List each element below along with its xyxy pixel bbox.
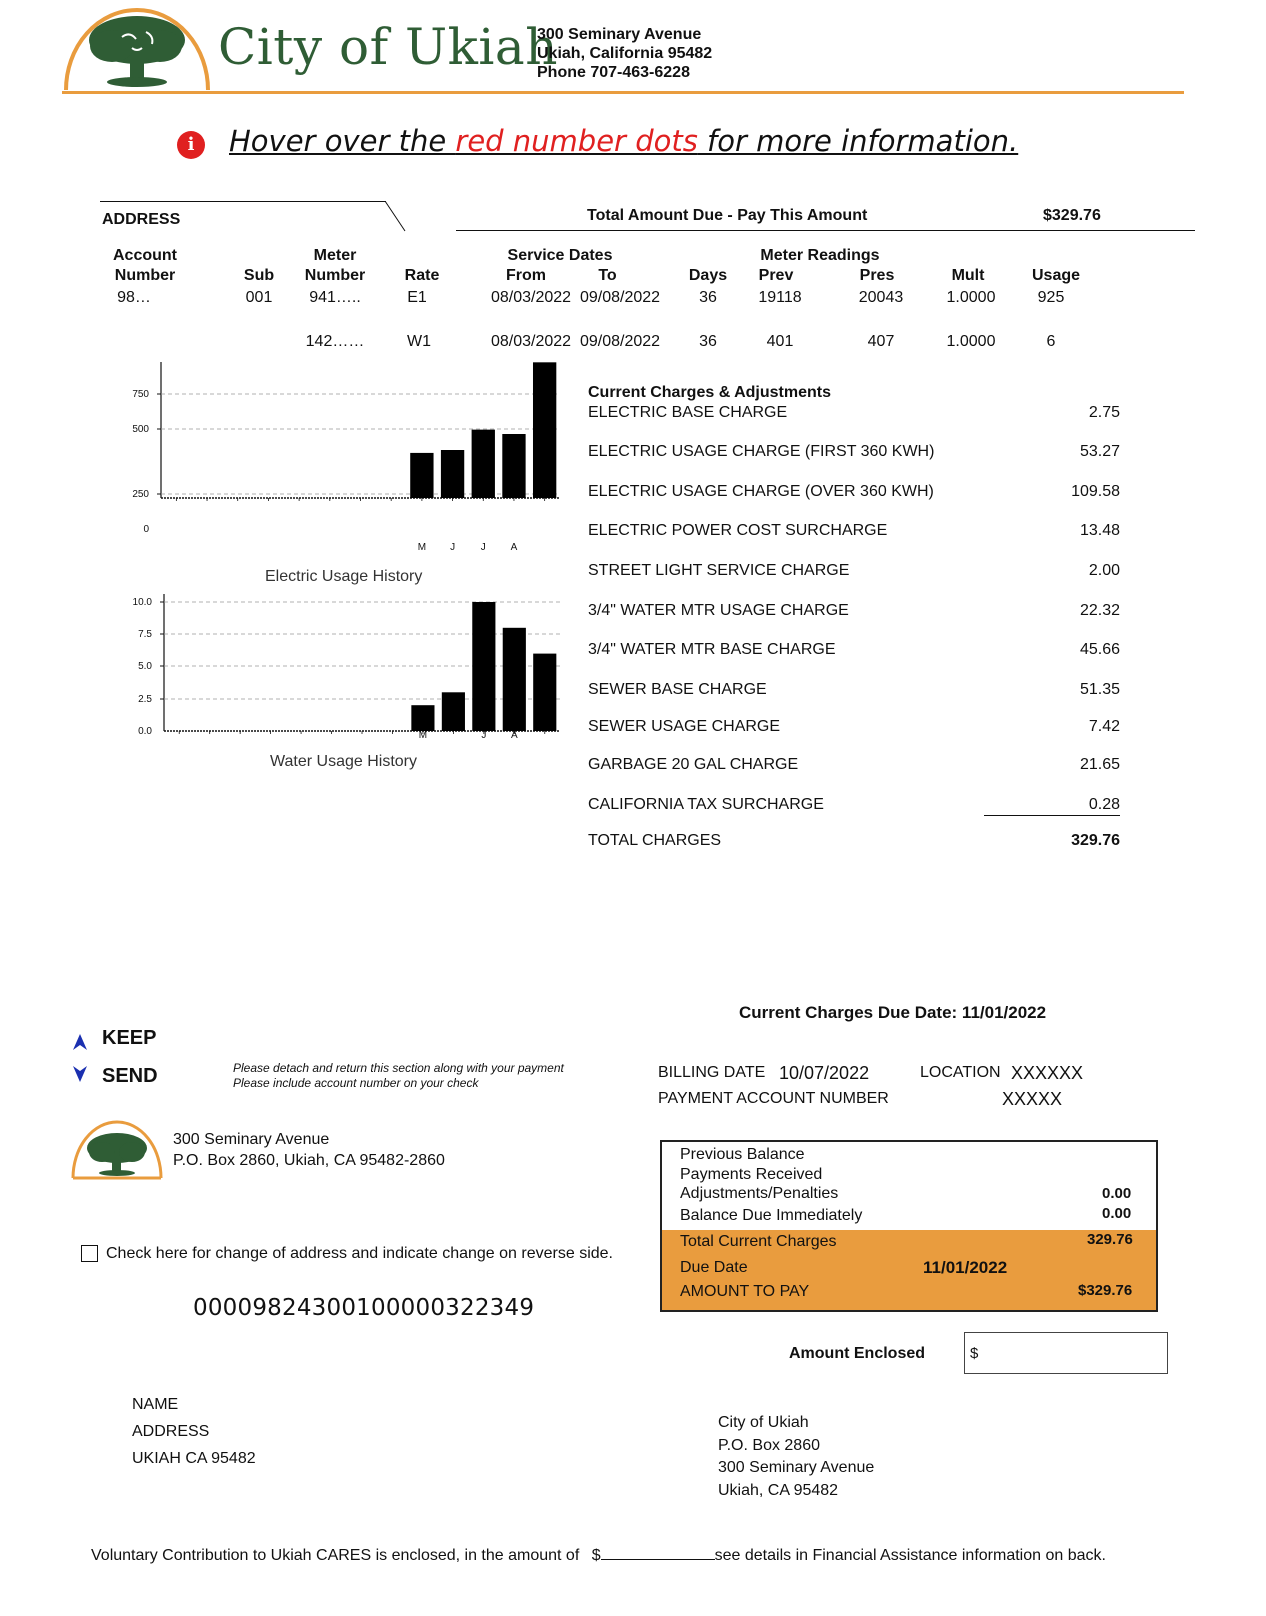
change-address-label: Check here for change of address and indicate change on reverse side. bbox=[106, 1245, 613, 1262]
billing-date-value: 10/07/2022 bbox=[779, 1063, 870, 1083]
address-box-top bbox=[100, 201, 386, 202]
billing-date-label: BILLING DATE bbox=[658, 1064, 766, 1081]
return-address-line2: P.O. Box 2860, Ukiah, CA 95482-2860 bbox=[173, 1152, 445, 1169]
voluntary-contribution bbox=[91, 1545, 1106, 1565]
charges-total-rule bbox=[984, 815, 1120, 816]
amount-to-pay-label: AMOUNT TO PAY bbox=[680, 1283, 810, 1300]
charge-amount: 45.66 bbox=[1079, 641, 1120, 658]
due-date-line: Current Charges Due Date: 11/01/2022 bbox=[739, 1003, 1047, 1022]
cell-meter: 941….. bbox=[309, 289, 361, 306]
payments-received-label: Payments Received bbox=[680, 1166, 823, 1183]
charge-amount: 109.58 bbox=[1071, 483, 1120, 500]
x-tick-label: M bbox=[417, 542, 427, 553]
y-tick-label: 0.0 bbox=[138, 726, 152, 737]
y-tick-label: 500 bbox=[132, 424, 149, 435]
info-banner-text-after: for more information. bbox=[697, 124, 1019, 158]
cell-to: 09/08/2022 bbox=[579, 333, 661, 350]
total-due-rule bbox=[456, 230, 1195, 231]
city-logo bbox=[62, 2, 212, 92]
bar bbox=[442, 692, 465, 731]
th-to: To bbox=[598, 267, 617, 284]
th-sub: Sub bbox=[243, 267, 275, 284]
location-value: XXXXXX bbox=[1011, 1063, 1084, 1083]
y-tick-label: 250 bbox=[132, 489, 149, 500]
y-tick-label: 7.5 bbox=[138, 629, 152, 640]
cell-account: 98… bbox=[117, 289, 151, 306]
header-rule bbox=[62, 91, 1184, 94]
cell-meter: 142…… bbox=[305, 333, 365, 350]
th-mult: Mult bbox=[951, 267, 985, 284]
balance-due-amount: 0.00 bbox=[1102, 1205, 1132, 1222]
amount-enclosed-field[interactable] bbox=[964, 1332, 1168, 1374]
charge-label: 3/4" WATER MTR BASE CHARGE bbox=[588, 641, 836, 658]
charge-amount: 53.27 bbox=[1079, 443, 1120, 460]
charge-label: GARBAGE 20 GAL CHARGE bbox=[588, 756, 799, 773]
cell-usage: 925 bbox=[1037, 289, 1065, 306]
y-tick-label: 750 bbox=[132, 389, 149, 400]
cell-to: 09/08/2022 bbox=[579, 289, 661, 306]
bar bbox=[533, 362, 556, 498]
bar bbox=[410, 453, 433, 498]
amount-to-pay-value: $329.76 bbox=[1078, 1282, 1133, 1299]
cell-pres: 20043 bbox=[858, 289, 904, 306]
th-meter-l1: Meter bbox=[313, 247, 357, 264]
cell-from: 08/03/2022 bbox=[490, 289, 572, 306]
total-charges-label: TOTAL CHARGES bbox=[588, 832, 722, 849]
header-phone: Phone 707-463-6228 bbox=[537, 64, 690, 81]
charge-amount: 22.32 bbox=[1079, 602, 1120, 619]
header-address-line2: Ukiah, California 95482 bbox=[537, 45, 713, 62]
due-date-value: 11/01/2022 bbox=[923, 1258, 1008, 1277]
remit-line2: P.O. Box 2860 bbox=[718, 1436, 820, 1454]
charge-label: CALIFORNIA TAX SURCHARGE bbox=[588, 796, 824, 813]
customer-name: NAME bbox=[132, 1396, 179, 1413]
charge-amount: 21.65 bbox=[1079, 756, 1120, 773]
water-usage-chart-svg bbox=[120, 590, 570, 750]
water-chart-title: Water Usage History bbox=[270, 753, 417, 770]
location-label: LOCATION bbox=[920, 1064, 1001, 1081]
y-tick-label: 2.5 bbox=[138, 694, 152, 705]
th-account-l1: Account bbox=[113, 247, 177, 264]
x-tick-label: J bbox=[480, 542, 486, 553]
send-label: SEND bbox=[102, 1065, 158, 1087]
charge-label: SEWER BASE CHARGE bbox=[588, 681, 767, 698]
th-account-l2: Number bbox=[114, 267, 176, 284]
detach-note-line1: Please detach and return this section along with your payment bbox=[233, 1061, 564, 1075]
cell-usage: 6 bbox=[1046, 333, 1056, 350]
logo-text: City of Ukiah bbox=[218, 18, 558, 76]
bar bbox=[533, 654, 556, 731]
voluntary-after: see details in Financial Assistance information on back. bbox=[714, 1547, 1106, 1564]
bar bbox=[472, 602, 495, 731]
charge-amount: 7.42 bbox=[1088, 718, 1120, 735]
y-tick-label: 5.0 bbox=[138, 661, 152, 672]
charge-label: ELECTRIC USAGE CHARGE (FIRST 360 KWH) bbox=[588, 443, 935, 460]
total-current-amount: 329.76 bbox=[1087, 1231, 1133, 1248]
charge-label: ELECTRIC BASE CHARGE bbox=[588, 404, 788, 421]
balance-due-label: Balance Due Immediately bbox=[680, 1207, 863, 1224]
payment-account-label: PAYMENT ACCOUNT NUMBER bbox=[658, 1090, 889, 1107]
charge-amount: 2.75 bbox=[1088, 404, 1120, 421]
cell-rate: E1 bbox=[407, 289, 427, 306]
cell-mult: 1.0000 bbox=[946, 333, 996, 350]
remit-address bbox=[718, 1412, 874, 1502]
bar bbox=[411, 705, 434, 731]
x-tick-label: A bbox=[510, 542, 518, 553]
payment-account-value: XXXXX bbox=[1002, 1089, 1063, 1109]
charge-amount: 0.28 bbox=[1088, 796, 1120, 813]
charge-label: 3/4" WATER MTR USAGE CHARGE bbox=[588, 602, 849, 619]
customer-city: UKIAH CA 95482 bbox=[132, 1450, 256, 1467]
detach-note-line2: Please include account number on your check bbox=[233, 1076, 479, 1090]
charge-label: ELECTRIC POWER COST SURCHARGE bbox=[588, 522, 888, 539]
th-days: Days bbox=[688, 267, 728, 284]
th-from: From bbox=[506, 267, 546, 284]
amount-enclosed-prefix: $ bbox=[970, 1345, 979, 1362]
remit-line3: 300 Seminary Avenue bbox=[718, 1459, 875, 1476]
bar bbox=[472, 430, 495, 498]
info-icon[interactable]: i bbox=[177, 131, 205, 159]
th-usage: Usage bbox=[1031, 267, 1081, 284]
cell-prev: 19118 bbox=[758, 289, 802, 306]
address-label: ADDRESS bbox=[102, 211, 181, 228]
amount-enclosed-label: Amount Enclosed bbox=[789, 1345, 926, 1362]
total-due-label: Total Amount Due - Pay This Amount bbox=[587, 207, 868, 224]
charge-label: SEWER USAGE CHARGE bbox=[588, 718, 781, 735]
customer-street: ADDRESS bbox=[132, 1423, 210, 1440]
cell-from: 08/03/2022 bbox=[490, 333, 572, 350]
y-tick-label: 10.0 bbox=[132, 597, 152, 608]
charges-title: Current Charges & Adjustments bbox=[588, 384, 831, 401]
keep-up-arrow-icon bbox=[72, 1033, 88, 1056]
total-charges-amount: 329.76 bbox=[1071, 832, 1120, 849]
info-banner-text-red[interactable]: red number dots bbox=[455, 124, 698, 158]
x-tick-label: J bbox=[481, 730, 487, 741]
cell-sub: 001 bbox=[245, 289, 273, 306]
cell-mult: 1.0000 bbox=[946, 289, 996, 306]
previous-balance-label: Previous Balance bbox=[680, 1146, 805, 1163]
adjustments-label: Adjustments/Penalties bbox=[680, 1185, 839, 1202]
due-date-label: Due Date bbox=[680, 1259, 748, 1276]
change-address-checkbox[interactable] bbox=[81, 1245, 98, 1262]
remit-line1: City of Ukiah bbox=[718, 1414, 809, 1431]
th-meter-l2: Number bbox=[304, 267, 366, 284]
cell-pres: 407 bbox=[867, 333, 895, 350]
electric-usage-chart bbox=[120, 360, 570, 560]
scanline: 00009824300100000322349 bbox=[193, 1295, 535, 1321]
customer-address bbox=[132, 1391, 256, 1472]
th-meter bbox=[294, 246, 376, 286]
total-due-value: $329.76 bbox=[1043, 207, 1101, 224]
address-box-slant bbox=[383, 201, 413, 233]
electric-chart-title: Electric Usage History bbox=[265, 568, 423, 585]
cell-prev: 401 bbox=[766, 333, 794, 350]
return-address bbox=[173, 1129, 445, 1171]
return-address-line1: 300 Seminary Avenue bbox=[173, 1131, 330, 1148]
send-down-arrow-icon bbox=[72, 1065, 88, 1088]
charge-label: STREET LIGHT SERVICE CHARGE bbox=[588, 562, 850, 579]
y-tick-label: 0 bbox=[143, 524, 149, 535]
cell-rate: W1 bbox=[407, 333, 431, 350]
th-prev: Prev bbox=[758, 267, 794, 284]
charge-amount: 51.35 bbox=[1079, 681, 1120, 698]
charge-label: ELECTRIC USAGE CHARGE (OVER 360 KWH) bbox=[588, 483, 934, 500]
keep-label: KEEP bbox=[102, 1027, 157, 1049]
water-usage-chart bbox=[120, 590, 570, 750]
remit-line4: Ukiah, CA 95482 bbox=[718, 1481, 839, 1499]
info-banner-text bbox=[229, 124, 1018, 158]
voluntary-amount-blank[interactable] bbox=[601, 1545, 715, 1560]
th-pres: Pres bbox=[859, 267, 895, 284]
voluntary-dollar: $ bbox=[591, 1547, 601, 1564]
info-banner-text-before: Hover over the bbox=[229, 124, 456, 158]
x-tick-label: M bbox=[418, 730, 428, 741]
th-rate: Rate bbox=[404, 267, 440, 284]
th-account bbox=[104, 246, 186, 286]
bar bbox=[502, 434, 525, 498]
bar bbox=[503, 628, 526, 731]
x-tick-label: J bbox=[450, 542, 456, 553]
electric-usage-chart-svg bbox=[120, 360, 570, 560]
small-city-logo bbox=[70, 1118, 164, 1180]
charge-amount: 2.00 bbox=[1088, 562, 1120, 579]
header-address-line1: 300 Seminary Avenue bbox=[537, 26, 702, 43]
th-service-dates: Service Dates bbox=[507, 247, 613, 264]
cell-days: 36 bbox=[699, 333, 717, 350]
charge-amount: 13.48 bbox=[1079, 522, 1120, 539]
th-meter-readings: Meter Readings bbox=[760, 247, 880, 264]
voluntary-text: Voluntary Contribution to Ukiah CARES is enclosed, in the amount of bbox=[91, 1547, 580, 1564]
cell-days: 36 bbox=[699, 289, 717, 306]
header-address bbox=[537, 25, 712, 82]
detach-note bbox=[233, 1061, 564, 1091]
x-tick-label: A bbox=[510, 730, 518, 741]
total-current-label: Total Current Charges bbox=[680, 1233, 837, 1250]
balance-box bbox=[660, 1140, 1158, 1312]
bar bbox=[441, 450, 464, 498]
adjustments-amount: 0.00 bbox=[1102, 1185, 1132, 1202]
